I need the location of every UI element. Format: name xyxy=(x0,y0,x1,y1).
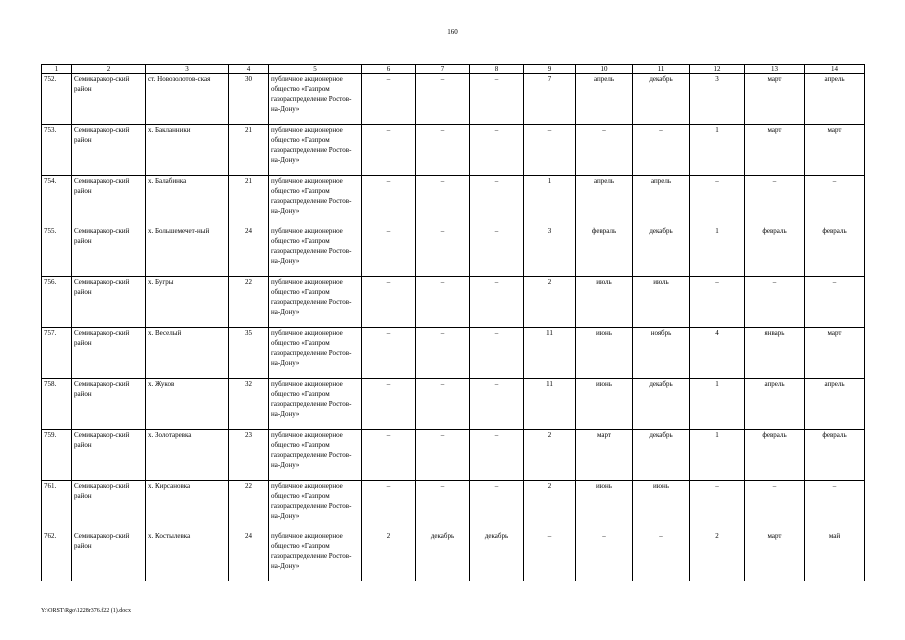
table-cell-col-1: 757. xyxy=(42,328,72,379)
table-cell-col-5: публичное акционерное общество «Газпром газораспределение Ростов-на-Дону» xyxy=(269,74,362,125)
table-cell-col-8: – xyxy=(470,328,524,379)
table-cell-col-3: х. Золотаревка xyxy=(146,430,229,481)
table-cell-col-10: апрель xyxy=(576,74,633,125)
table-cell-col-14: – xyxy=(805,481,865,532)
table-cell-col-10: – xyxy=(576,531,633,581)
table-row xyxy=(42,74,865,125)
table-cell-col-12: – xyxy=(690,277,745,328)
table-cell-col-10: февраль xyxy=(576,226,633,277)
table-cell-col-4: 21 xyxy=(229,176,269,227)
table-cell-col-13: – xyxy=(745,176,805,227)
table-cell-col-6: – xyxy=(362,125,416,176)
table-cell-col-8: – xyxy=(470,379,524,430)
table-cell-col-8: – xyxy=(470,176,524,227)
table-header-row xyxy=(42,65,865,74)
table-cell-col-9: – xyxy=(524,125,576,176)
table-cell-col-9: 2 xyxy=(524,277,576,328)
table-cell-col-12: 1 xyxy=(690,226,745,277)
table-cell-col-7: – xyxy=(416,481,470,532)
table-cell-col-5: публичное акционерное общество «Газпром газораспределение Ростов-на-Дону» xyxy=(269,226,362,277)
table-cell-col-13: – xyxy=(745,277,805,328)
table-row xyxy=(42,430,865,481)
table-cell-col-10: июль xyxy=(576,277,633,328)
table-cell-col-2: Семикаракор-ский район xyxy=(72,531,146,581)
column-header-7: 7 xyxy=(416,65,470,74)
table-cell-col-7: – xyxy=(416,226,470,277)
table-cell-col-6: – xyxy=(362,176,416,227)
table-row xyxy=(42,226,865,277)
table-cell-col-14: март xyxy=(805,125,865,176)
table-cell-col-1: 752. xyxy=(42,74,72,125)
table-cell-col-12: 1 xyxy=(690,125,745,176)
column-header-6: 6 xyxy=(362,65,416,74)
table-cell-col-10: март xyxy=(576,430,633,481)
table-row xyxy=(42,379,865,430)
table-cell-col-11: – xyxy=(633,125,690,176)
table-cell-col-5: публичное акционерное общество «Газпром газораспределение Ростов-на-Дону» xyxy=(269,176,362,227)
table-cell-col-7: – xyxy=(416,328,470,379)
table-cell-col-14: апрель xyxy=(805,379,865,430)
column-header-8: 8 xyxy=(470,65,524,74)
table-cell-col-5: публичное акционерное общество «Газпром газораспределение Ростов-на-Дону» xyxy=(269,277,362,328)
table-cell-col-8: – xyxy=(470,226,524,277)
table-cell-col-5: публичное акционерное общество «Газпром газораспределение Ростов-на-Дону» xyxy=(269,430,362,481)
column-header-12: 12 xyxy=(690,65,745,74)
table-cell-col-14: май xyxy=(805,531,865,581)
table-cell-col-1: 756. xyxy=(42,277,72,328)
table-cell-col-12: 4 xyxy=(690,328,745,379)
table-cell-col-2: Семикаракор-ский район xyxy=(72,125,146,176)
table-cell-col-13: апрель xyxy=(745,379,805,430)
table-cell-col-9: 2 xyxy=(524,430,576,481)
table-cell-col-6: – xyxy=(362,379,416,430)
table-cell-col-8: – xyxy=(470,125,524,176)
table-cell-col-6: 2 xyxy=(362,531,416,581)
table-cell-col-9: 11 xyxy=(524,379,576,430)
table-cell-col-3: х. Кирсановка xyxy=(146,481,229,532)
table-cell-col-5: публичное акционерное общество «Газпром газораспределение Ростов-на-Дону» xyxy=(269,531,362,581)
table-cell-col-10: июнь xyxy=(576,481,633,532)
table-cell-col-6: – xyxy=(362,74,416,125)
table-cell-col-6: – xyxy=(362,481,416,532)
table-cell-col-12: 1 xyxy=(690,379,745,430)
table-cell-col-8: – xyxy=(470,277,524,328)
table-cell-col-11: декабрь xyxy=(633,430,690,481)
table-cell-col-8: – xyxy=(470,481,524,532)
table-cell-col-3: х. Балабинка xyxy=(146,176,229,227)
table-cell-col-2: Семикаракор-ский район xyxy=(72,226,146,277)
table-cell-col-3: х. Бугры xyxy=(146,277,229,328)
column-header-2: 2 xyxy=(72,65,146,74)
table-row xyxy=(42,531,865,581)
table-cell-col-6: – xyxy=(362,430,416,481)
table-cell-col-4: 32 xyxy=(229,379,269,430)
table-cell-col-14: март xyxy=(805,328,865,379)
column-header-5: 5 xyxy=(269,65,362,74)
column-header-9: 9 xyxy=(524,65,576,74)
table-cell-col-7: – xyxy=(416,74,470,125)
table-cell-col-1: 758. xyxy=(42,379,72,430)
table-cell-col-11: – xyxy=(633,531,690,581)
table-cell-col-10: июнь xyxy=(576,379,633,430)
table-cell-col-3: х. Большемечет-ный xyxy=(146,226,229,277)
table-cell-col-13: февраль xyxy=(745,430,805,481)
table-cell-col-11: декабрь xyxy=(633,74,690,125)
table-cell-col-10: – xyxy=(576,125,633,176)
table-cell-col-7: – xyxy=(416,125,470,176)
table-cell-col-2: Семикаракор-ский район xyxy=(72,277,146,328)
table-cell-col-11: июнь xyxy=(633,481,690,532)
table-row xyxy=(42,176,865,227)
table-cell-col-7: – xyxy=(416,430,470,481)
table-cell-col-13: январь xyxy=(745,328,805,379)
table-cell-col-7: декабрь xyxy=(416,531,470,581)
table-cell-col-2: Семикаракор-ский район xyxy=(72,379,146,430)
table-cell-col-9: 7 xyxy=(524,74,576,125)
table-cell-col-10: июнь xyxy=(576,328,633,379)
table-cell-col-13: февраль xyxy=(745,226,805,277)
table-cell-col-14: февраль xyxy=(805,430,865,481)
column-header-3: 3 xyxy=(146,65,229,74)
table-cell-col-5: публичное акционерное общество «Газпром газораспределение Ростов-на-Дону» xyxy=(269,125,362,176)
table-cell-col-9: 2 xyxy=(524,481,576,532)
table-cell-col-3: х. Веселый xyxy=(146,328,229,379)
table-cell-col-12: 2 xyxy=(690,531,745,581)
table-cell-col-12: 1 xyxy=(690,430,745,481)
table-cell-col-4: 21 xyxy=(229,125,269,176)
column-header-1: 1 xyxy=(42,65,72,74)
table-cell-col-14: апрель xyxy=(805,74,865,125)
table-row xyxy=(42,328,865,379)
column-header-13: 13 xyxy=(745,65,805,74)
table-cell-col-12: 3 xyxy=(690,74,745,125)
table-cell-col-4: 22 xyxy=(229,277,269,328)
table-cell-col-4: 22 xyxy=(229,481,269,532)
table-row xyxy=(42,277,865,328)
table-cell-col-5: публичное акционерное общество «Газпром газораспределение Ростов-на-Дону» xyxy=(269,328,362,379)
table-cell-col-13: март xyxy=(745,125,805,176)
table-cell-col-11: апрель xyxy=(633,176,690,227)
table-cell-col-2: Семикаракор-ский район xyxy=(72,74,146,125)
table-cell-col-11: декабрь xyxy=(633,226,690,277)
table-row xyxy=(42,481,865,532)
table-cell-col-1: 754. xyxy=(42,176,72,227)
table-cell-col-6: – xyxy=(362,328,416,379)
table-cell-col-7: – xyxy=(416,176,470,227)
table-cell-col-1: 762. xyxy=(42,531,72,581)
table-cell-col-11: июль xyxy=(633,277,690,328)
table-cell-col-13: март xyxy=(745,74,805,125)
page-number: 160 xyxy=(447,28,458,36)
table-cell-col-14: – xyxy=(805,277,865,328)
file-path-footer: Y:\ORST\Rgo\1228r376.f22 (1).docx xyxy=(41,608,131,614)
table-cell-col-8: декабрь xyxy=(470,531,524,581)
table-cell-col-14: – xyxy=(805,176,865,227)
table-row xyxy=(42,125,865,176)
table-cell-col-6: – xyxy=(362,226,416,277)
table-cell-col-4: 35 xyxy=(229,328,269,379)
table-cell-col-4: 30 xyxy=(229,74,269,125)
table-cell-col-7: – xyxy=(416,277,470,328)
table-cell-col-9: – xyxy=(524,531,576,581)
table-cell-col-3: х. Бакланники xyxy=(146,125,229,176)
column-header-10: 10 xyxy=(576,65,633,74)
data-table xyxy=(41,64,865,581)
table-cell-col-8: – xyxy=(470,74,524,125)
table-cell-col-1: 759. xyxy=(42,430,72,481)
table-cell-col-4: 24 xyxy=(229,226,269,277)
table-cell-col-12: – xyxy=(690,176,745,227)
table-cell-col-1: 753. xyxy=(42,125,72,176)
table-cell-col-8: – xyxy=(470,430,524,481)
table-cell-col-12: – xyxy=(690,481,745,532)
table-cell-col-9: 3 xyxy=(524,226,576,277)
table-cell-col-2: Семикаракор-ский район xyxy=(72,481,146,532)
table-cell-col-4: 23 xyxy=(229,430,269,481)
table-cell-col-2: Семикаракор-ский район xyxy=(72,176,146,227)
table-cell-col-9: 1 xyxy=(524,176,576,227)
table-cell-col-11: декабрь xyxy=(633,379,690,430)
table-cell-col-1: 755. xyxy=(42,226,72,277)
table-cell-col-6: – xyxy=(362,277,416,328)
table-cell-col-1: 761. xyxy=(42,481,72,532)
table-cell-col-7: – xyxy=(416,379,470,430)
table-cell-col-9: 11 xyxy=(524,328,576,379)
table-cell-col-3: ст. Новозолотов-ская xyxy=(146,74,229,125)
table-cell-col-3: х. Костылевка xyxy=(146,531,229,581)
table-cell-col-11: ноябрь xyxy=(633,328,690,379)
table-cell-col-14: февраль xyxy=(805,226,865,277)
column-header-14: 14 xyxy=(805,65,865,74)
column-header-11: 11 xyxy=(633,65,690,74)
table-cell-col-13: март xyxy=(745,531,805,581)
table-cell-col-2: Семикаракор-ский район xyxy=(72,430,146,481)
table-cell-col-2: Семикаракор-ский район xyxy=(72,328,146,379)
table-cell-col-3: х. Жуков xyxy=(146,379,229,430)
table-cell-col-5: публичное акционерное общество «Газпром газораспределение Ростов-на-Дону» xyxy=(269,481,362,532)
table-cell-col-4: 24 xyxy=(229,531,269,581)
table-cell-col-13: – xyxy=(745,481,805,532)
column-header-4: 4 xyxy=(229,65,269,74)
table-cell-col-10: апрель xyxy=(576,176,633,227)
table-cell-col-5: публичное акционерное общество «Газпром газораспределение Ростов-на-Дону» xyxy=(269,379,362,430)
